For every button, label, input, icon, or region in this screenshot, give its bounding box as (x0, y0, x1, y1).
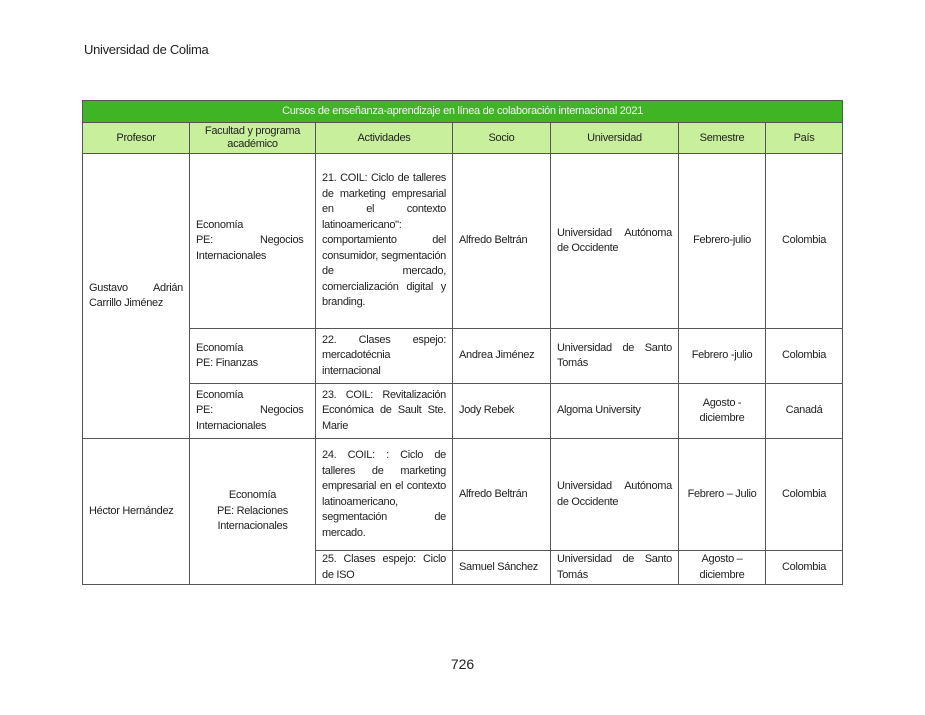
collaboration-courses-table (82, 100, 843, 585)
programa-name: Negocios Internacionales (196, 404, 304, 432)
document-header: Universidad de Colima (84, 42, 209, 57)
facultad-cell (190, 329, 316, 384)
column-header-profesor: Profesor (83, 123, 190, 154)
facultad-name: Economía (196, 388, 244, 401)
facultad-cell (190, 384, 316, 439)
universidad-cell: Universidad Autónoma de Occidente (551, 154, 679, 329)
profesor-name: Gustavo Adrián Carrillo Jiménez (89, 281, 183, 309)
universidad-cell: Universidad de Santo Tomás (551, 329, 679, 384)
semestre-cell: Febrero-julio (679, 154, 766, 329)
column-header-facultad: Facultad y programa académico (190, 123, 316, 154)
table-row (83, 439, 843, 551)
semestre-cell: Febrero – Julio (679, 439, 766, 551)
universidad-cell: Universidad Autónoma de Occidente (551, 439, 679, 551)
table-row (83, 384, 843, 439)
programa-name: PE: Relaciones Internacionales (216, 504, 288, 533)
semestre-cell: Agosto - diciembre (679, 384, 766, 439)
socio-cell: Jody Rebek (453, 384, 551, 439)
actividad-cell: 23. COIL: Revitalización Económica de Sault Ste. Marie (316, 384, 453, 439)
profesor-cell (83, 154, 190, 439)
socio-cell: Samuel Sánchez (453, 551, 551, 585)
pais-cell: Colombia (766, 154, 843, 329)
pais-cell: Colombia (766, 439, 843, 551)
universidad-cell: Universidad de Santo Tomás (551, 551, 679, 585)
facultad-cell (190, 439, 316, 585)
actividad-cell: 22. Clases espejo: mercadotécnia internacional (316, 329, 453, 384)
page-number: 726 (450, 656, 475, 672)
table-title: Cursos de enseñanza-aprendizaje en línea de colaboración internacional 2021 (83, 101, 843, 123)
profesor-name: Héctor Hernández (89, 504, 174, 517)
pais-cell: Colombia (766, 551, 843, 585)
programa-label: PE: (196, 404, 213, 417)
facultad-cell (190, 154, 316, 329)
column-header-socio: Socio (453, 123, 551, 154)
socio-cell: Andrea Jiménez (453, 329, 551, 384)
programa-name: Finanzas (215, 357, 258, 369)
programa-label: PE: (196, 357, 213, 369)
programa-label: PE: (196, 234, 213, 247)
semestre-cell: Febrero -julio (679, 329, 766, 384)
column-header-semestre: Semestre (679, 123, 766, 154)
profesor-cell (83, 439, 190, 585)
facultad-name: Economía (196, 341, 244, 354)
programa-name: Negocios Internacionales (196, 234, 304, 262)
facultad-name: Economía (196, 218, 244, 231)
actividad-cell: 24. COIL: : Ciclo de talleres de marketing empresarial en el contexto latinoamericano, segmentación de mercado. (316, 439, 453, 551)
column-header-actividades: Actividades (316, 123, 453, 154)
actividad-cell: 21. COIL: Ciclo de talleres de marketing empresarial en el contexto latinoamericano": comportamiento del consumidor, segmentación de mercado, comercialización digital y branding. (316, 154, 453, 329)
facultad-name: Economía (228, 489, 277, 502)
socio-cell: Alfredo Beltrán (453, 439, 551, 551)
universidad-cell: Algoma University (551, 384, 679, 439)
table-row (83, 154, 843, 329)
actividad-cell: 25. Clases espejo: Ciclo de ISO (316, 551, 453, 585)
semestre-cell: Agosto – diciembre (679, 551, 766, 585)
column-header-universidad: Universidad (551, 123, 679, 154)
socio-cell: Alfredo Beltrán (453, 154, 551, 329)
table-row (83, 329, 843, 384)
column-header-pais: País (766, 123, 843, 154)
pais-cell: Canadá (766, 384, 843, 439)
pais-cell: Colombia (766, 329, 843, 384)
